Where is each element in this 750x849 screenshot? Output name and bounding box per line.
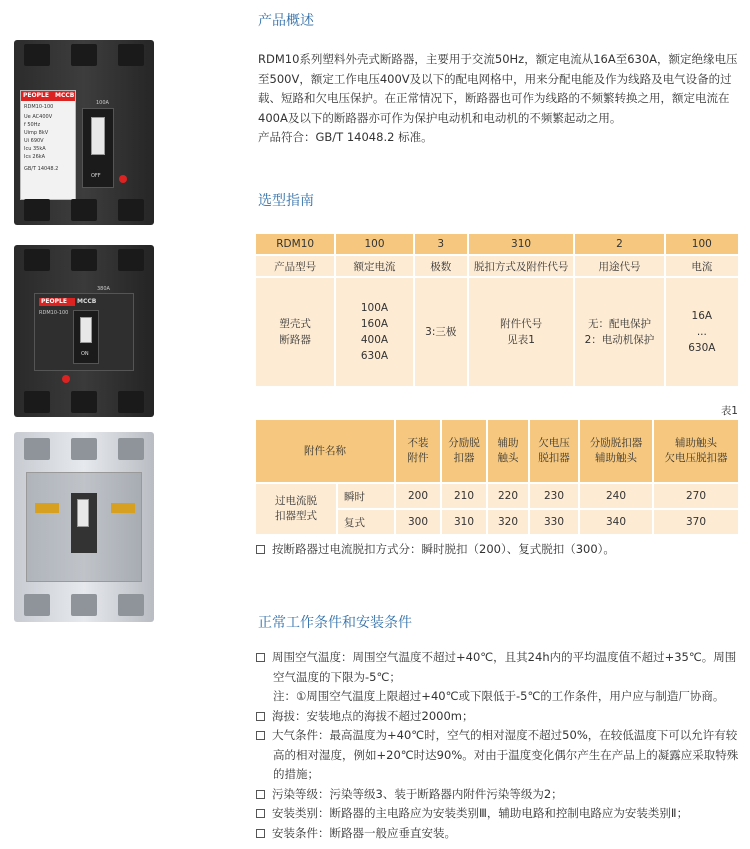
terminal: [71, 391, 97, 413]
table-cell: 210: [442, 484, 486, 508]
terminal: [118, 438, 144, 460]
table-row: [256, 234, 738, 254]
cell-line: 扣器型式: [275, 510, 317, 522]
cell-line: 附件代号: [500, 318, 543, 330]
top-terminals: [24, 44, 144, 66]
cell-line: 分励脱: [448, 437, 480, 449]
model-text: RDM10-100: [24, 104, 54, 110]
bottom-terminals: [24, 391, 144, 413]
brand-text: PEOPLE: [41, 298, 67, 305]
brand-suffix: MCCB: [55, 92, 75, 99]
conditions-title: 正常工作条件和安装条件: [258, 615, 412, 631]
overview-line: 400A及以下的断路器亦可作为保护电动机和电动机的不频繁起动之用。: [258, 110, 622, 125]
cell-line: 塑壳式: [279, 318, 311, 330]
overview-line: 至500V，额定工作电压400V及以下的配电网格中，用来分配电能及作为线路及电气设备的过: [258, 71, 732, 86]
table-row: [256, 484, 738, 508]
terminal: [71, 44, 97, 66]
table-cell: 电流: [666, 256, 738, 276]
cell-line: 辅助触头: [675, 437, 717, 449]
table-cell: 100: [666, 234, 738, 254]
table-cell: 用途代号: [575, 256, 663, 276]
table-cell: 320: [488, 510, 528, 534]
list-item: [256, 785, 744, 805]
rating-text: 380A: [97, 286, 110, 292]
off-label: OFF: [91, 173, 101, 179]
table-cell: 370: [654, 510, 738, 534]
list-item: [256, 687, 744, 707]
terminal: [118, 391, 144, 413]
handle-frame: [82, 108, 114, 188]
cell-line: 400A: [360, 334, 389, 346]
list-item: [256, 648, 744, 668]
handle-frame: [73, 310, 99, 364]
table-cell: 100: [336, 234, 412, 254]
overview-title: 产品概述: [258, 13, 314, 29]
top-terminals: [24, 249, 144, 271]
checkbox-bullet-icon: [256, 712, 265, 721]
checkbox-bullet-icon: [256, 653, 265, 662]
product-image-breaker-3: [14, 432, 154, 622]
table-cell: 220: [488, 484, 528, 508]
table-header-cell: [654, 420, 738, 482]
terminal: [118, 44, 144, 66]
terminal: [118, 199, 144, 221]
checkbox-bullet-icon: [256, 790, 265, 799]
accessory-table: [254, 418, 740, 536]
rating-text: 100A: [96, 100, 109, 106]
table-cell: [336, 278, 412, 386]
model-text: RDM10-100: [39, 310, 69, 316]
table-cell: 300: [396, 510, 440, 534]
terminal: [71, 594, 97, 616]
cell-line: 辅助: [497, 437, 519, 449]
table-cell: [256, 278, 334, 386]
cell-line: 触头: [497, 452, 519, 464]
cell-line: 100A: [360, 302, 389, 314]
checkbox-bullet-icon: [256, 829, 265, 838]
terminal: [71, 249, 97, 271]
list-item: [256, 765, 744, 785]
inner-mechanism: [26, 472, 142, 582]
test-button-icon: [119, 175, 127, 183]
terminal: [71, 438, 97, 460]
top-terminals: [24, 438, 144, 460]
spec-line: GB/T 14048.2: [24, 166, 59, 172]
breaker-handle: [91, 117, 105, 155]
table-row: [256, 256, 738, 276]
table-header-cell: [530, 420, 578, 482]
cell-line: 欠电压: [538, 437, 570, 449]
cell-line: 不装: [407, 437, 429, 449]
cell-line: 2：电动机保护: [584, 334, 655, 346]
selection-table: [254, 232, 740, 388]
trip-mode-note: [256, 540, 744, 560]
cell-line: 见表1: [507, 334, 535, 346]
table-header-cell: [396, 420, 440, 482]
item-text: 安装条件：断路器一般应垂直安装。: [272, 825, 456, 840]
item-text: 安装类别：断路器的主电路应为安装类别Ⅲ，辅助电路和控制电路应为安装类别Ⅱ；: [272, 806, 689, 820]
item-text: 周围空气温度：周围空气温度不超过+40℃，且其24h内的平均温度值不超过+35℃。周围: [272, 650, 737, 664]
table-cell: 3: [415, 234, 467, 254]
overview-text: [258, 50, 743, 148]
item-text: 大气条件：最高温度为+40℃时，空气的相对湿度不超过50%，在较低温度下可以允许有较: [272, 728, 738, 742]
spec-line: f 50Hz: [24, 122, 41, 128]
table-cell: 极数: [415, 256, 467, 276]
terminal: [118, 594, 144, 616]
table1-caption: 表1: [720, 405, 738, 417]
overview-line: 产品符合：GB/T 14048.2 标准。: [258, 130, 433, 144]
table-cell: 2: [575, 234, 663, 254]
terminal: [24, 249, 50, 271]
nameplate: [20, 90, 76, 200]
table-cell: 3:三极: [415, 278, 467, 386]
table-cell: 330: [530, 510, 578, 534]
table-cell: 额定电流: [336, 256, 412, 276]
product-image-breaker-2: [14, 245, 154, 417]
table-row: [256, 420, 738, 482]
terminal: [24, 594, 50, 616]
item-text: 的措施；: [273, 767, 319, 781]
table-cell: [469, 278, 573, 386]
table-cell: 230: [530, 484, 578, 508]
cell-line: 欠电压脱扣器: [664, 452, 728, 464]
table-cell: RDM10: [256, 234, 334, 254]
checkbox-bullet-icon: [256, 809, 265, 818]
overview-line: 载、短路和欠电压保护。在正常情况下，断路器也可作为线路的不频繁转换之用，额定电流在: [258, 91, 730, 105]
selection-title: 选型指南: [258, 193, 314, 209]
brand-suffix: MCCB: [77, 298, 97, 305]
cell-line: 附件: [407, 452, 429, 464]
cell-line: ...: [696, 326, 707, 338]
table-cell: 产品型号: [256, 256, 334, 276]
table-cell: 瞬时: [338, 484, 394, 508]
cell-line: 160A: [360, 318, 389, 330]
spec-line: Icu 35kA: [24, 146, 46, 152]
conditions-list: [256, 648, 744, 843]
item-text: 污染等级：污染等级3、装于断路器内附件污染等级为2；: [272, 786, 563, 801]
cell-line: 过电流脱: [275, 495, 317, 507]
cell-line: 无：配电保护: [587, 318, 651, 330]
cell-line: 辅助触头: [595, 452, 637, 464]
spec-line: Ue AC400V: [24, 114, 53, 120]
terminal: [24, 44, 50, 66]
on-label: ON: [81, 351, 89, 357]
cell-line: 分励脱扣器: [589, 437, 643, 449]
list-item: [256, 804, 744, 824]
table-header-cell: 附件名称: [256, 420, 394, 482]
test-button-icon: [62, 375, 70, 383]
overview-line: RDM10系列塑料外壳式断路器，主要用于交流50Hz，额定电流从16A至630A，额定绝缘电压: [258, 52, 738, 66]
item-text: 注：①周围空气温度上限超过+40℃或下限低于-5℃的工作条件，用户应与制造厂协商。: [273, 689, 725, 703]
spec-line: Ui 690V: [24, 138, 44, 144]
breaker-handle: [80, 317, 92, 343]
copper-part: [35, 503, 59, 513]
checkbox-bullet-icon: [256, 545, 265, 554]
item-text: 空气温度的下限为-5℃；: [273, 669, 401, 684]
checkbox-bullet-icon: [256, 731, 265, 740]
cell-line: 脱扣器: [538, 452, 570, 464]
cell-line: 16A: [691, 310, 713, 322]
table-header-cell: [442, 420, 486, 482]
table-header-cell: [488, 420, 528, 482]
brand-text: PEOPLE: [23, 92, 49, 99]
list-item: [256, 726, 744, 746]
terminal: [24, 438, 50, 460]
table-header-cell: [580, 420, 652, 482]
table-row: [256, 278, 738, 386]
breaker-handle: [77, 499, 89, 527]
cell-line: 扣器: [453, 452, 475, 464]
table-cell: 310: [442, 510, 486, 534]
list-item: [256, 824, 744, 844]
copper-part: [111, 503, 135, 513]
item-text: 海拔：安装地点的海拔不超过2000m；: [272, 708, 474, 723]
table-cell: 310: [469, 234, 573, 254]
terminal: [118, 249, 144, 271]
bottom-terminals: [24, 594, 144, 616]
spec-line: Ics 26kA: [24, 154, 46, 160]
terminal: [24, 199, 50, 221]
front-panel: [34, 286, 134, 371]
list-item: [256, 668, 744, 688]
table-cell: [666, 278, 738, 386]
bottom-terminals: [24, 199, 144, 221]
row-group-cell: [256, 484, 336, 534]
table-cell: 200: [396, 484, 440, 508]
cell-line: 断路器: [279, 334, 311, 346]
list-item: [256, 746, 744, 766]
table-cell: 复式: [338, 510, 394, 534]
cell-line: 630A: [688, 342, 716, 354]
spec-line: Uimp 8kV: [24, 130, 49, 136]
note-text: 按断路器过电流脱扣方式分：瞬时脱扣（200）、复式脱扣（300）。: [272, 542, 615, 556]
table-cell: 240: [580, 484, 652, 508]
table-cell: 270: [654, 484, 738, 508]
terminal: [71, 199, 97, 221]
list-item: [256, 707, 744, 727]
product-image-breaker-1: [14, 40, 154, 225]
handle-frame: [71, 493, 97, 553]
terminal: [24, 391, 50, 413]
item-text: 高的相对湿度，例如+20℃时达90%。对由于温度变化偶尔产生在产品上的凝露应采取特殊: [273, 747, 739, 762]
table-cell: [575, 278, 663, 386]
cell-line: 630A: [360, 350, 389, 362]
table-cell: 340: [580, 510, 652, 534]
table-cell: 脱扣方式及附件代号: [469, 256, 573, 276]
